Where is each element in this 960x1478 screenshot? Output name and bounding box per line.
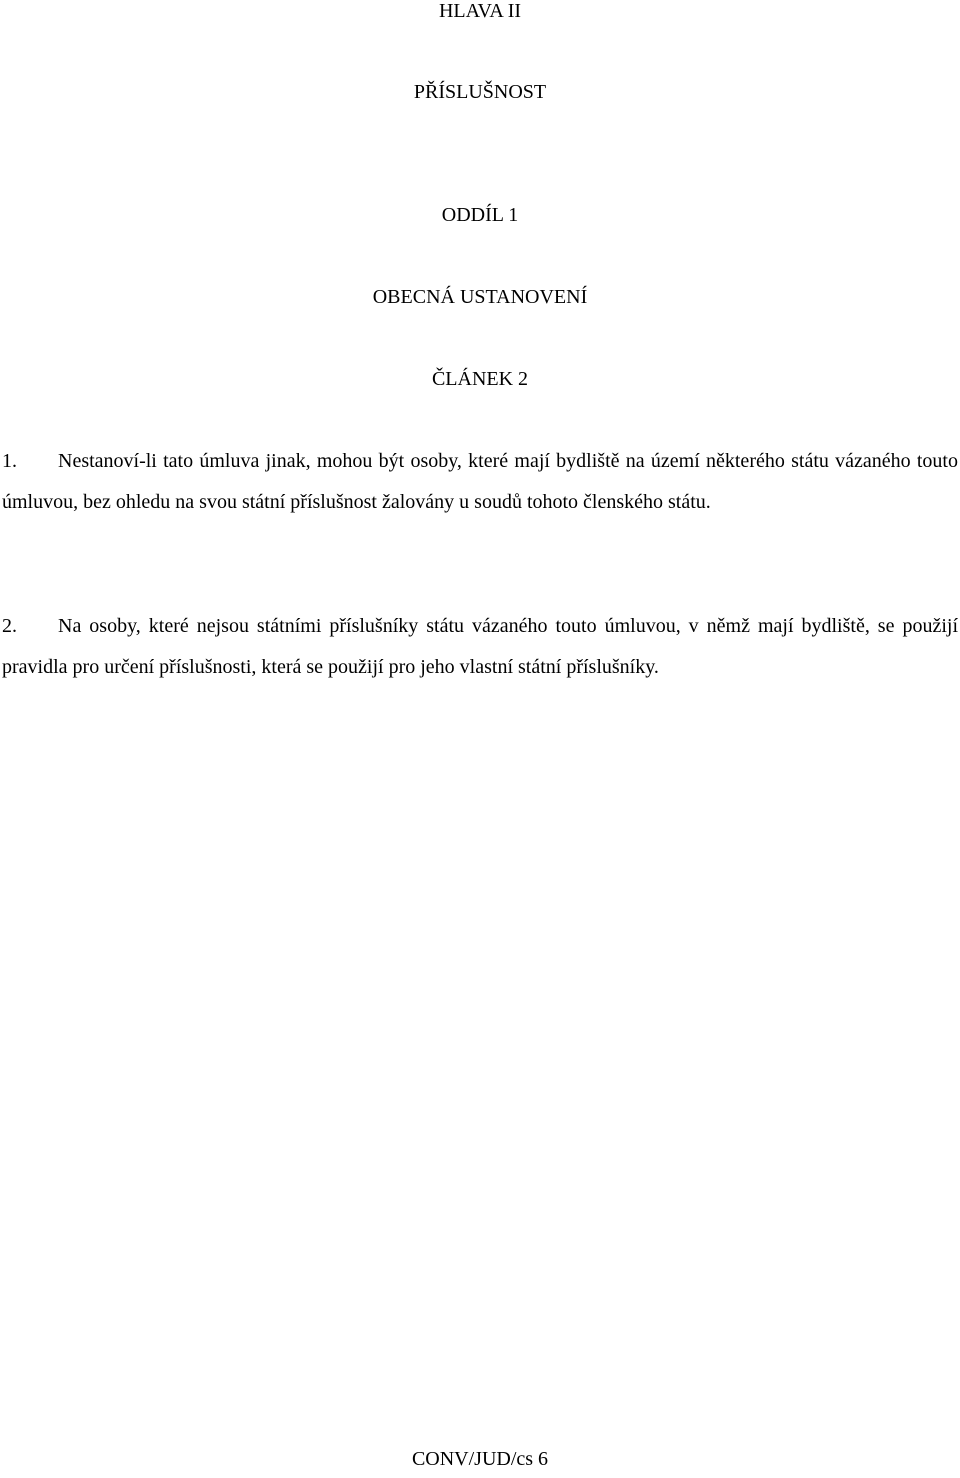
- article-heading: ČLÁNEK 2: [431, 368, 529, 390]
- section-title: OBECNÁ USTANOVENÍ: [372, 286, 588, 308]
- paragraph-2: [2, 606, 958, 688]
- chapter-heading: HLAVA II: [438, 0, 522, 22]
- chapter-title: PŘÍSLUŠNOST: [413, 81, 547, 103]
- paragraph-number: 2.: [2, 615, 17, 637]
- paragraph-1: [2, 441, 958, 523]
- paragraph-text: Na osoby, které nejsou státními příslušníky státu vázaného touto úmluvou, v němž mají bydliště, se použijí pravidla pro určení příslušnosti, která se použijí pro jeho vlastní státní příslušníky.: [2, 615, 958, 678]
- paragraph-number: 1.: [2, 450, 17, 472]
- section-heading: ODDÍL 1: [441, 204, 519, 226]
- page-footer: CONV/JUD/cs 6: [411, 1448, 549, 1470]
- paragraph-text: Nestanoví-li tato úmluva jinak, mohou být osoby, které mají bydliště na území některého státu vázaného touto úmluvou, bez ohledu na svou státní příslušnost žalovány u soudů tohoto členského státu.: [2, 450, 958, 513]
